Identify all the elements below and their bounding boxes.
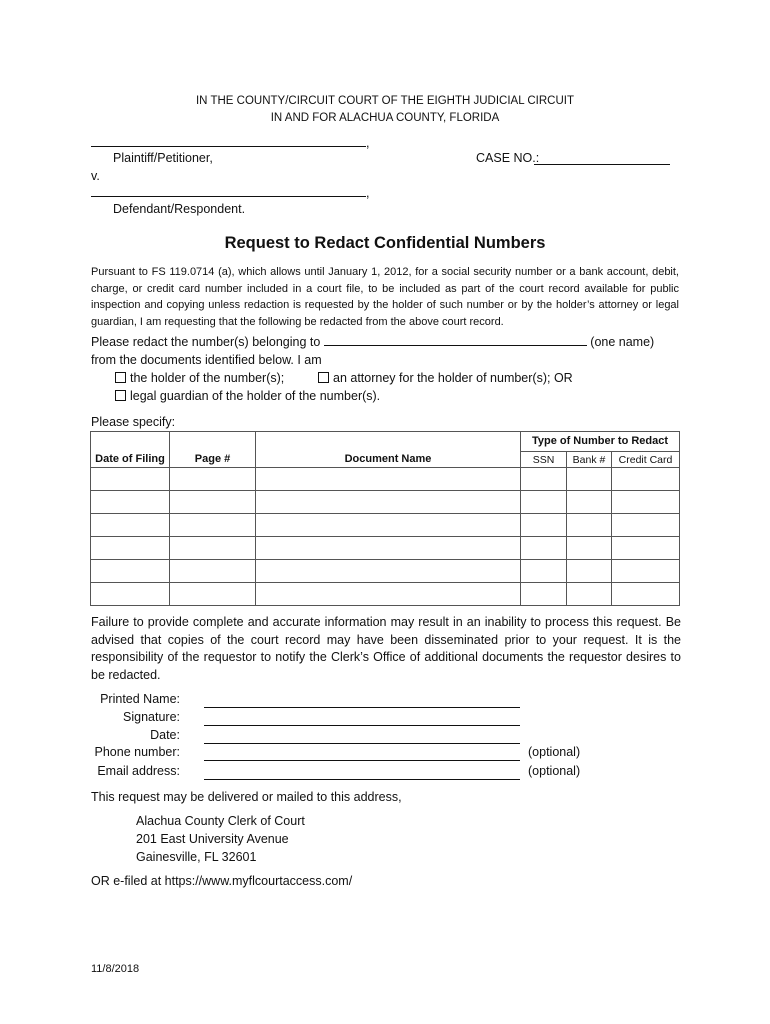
address-line3: Gainesville, FL 32601 [136,850,257,864]
option-holder-label: the holder of the number(s); [130,371,285,385]
table-row [91,468,680,491]
col-page: Page # [170,432,256,468]
col-date-of-filing: Date of Filing [91,432,170,468]
col-document-name: Document Name [256,432,521,468]
table-cell[interactable] [256,537,521,560]
table-cell[interactable] [256,491,521,514]
table-cell[interactable] [91,491,170,514]
table-row [91,514,680,537]
signature-field[interactable] [204,725,520,726]
table-cell[interactable] [170,468,256,491]
court-heading-line1: IN THE COUNTY/CIRCUIT COURT OF THE EIGHTH JUDICIAL CIRCUIT [195,95,575,107]
versus-label: v. [91,169,100,183]
redact-request-prefix: Please redact the number(s) belonging to [91,335,321,349]
checkbox-attorney[interactable] [318,372,329,383]
table-cell[interactable] [91,537,170,560]
date-field[interactable] [204,743,520,744]
option-attorney[interactable] [318,371,573,385]
table-cell[interactable] [567,537,612,560]
case-no-line[interactable] [534,164,670,165]
table-cell[interactable] [170,491,256,514]
court-heading-line2: IN AND FOR ALACHUA COUNTY, FLORIDA [270,112,500,124]
table-cell[interactable] [521,583,567,606]
table-cell[interactable] [91,583,170,606]
table-cell[interactable] [612,537,680,560]
table-cell[interactable] [91,514,170,537]
table-cell[interactable] [567,468,612,491]
redact-request-line2: from the documents identified below. I am [91,353,322,367]
redact-request-line [91,335,654,349]
email-optional-note: (optional) [528,764,581,778]
table-cell[interactable] [170,560,256,583]
redaction-table [90,431,680,606]
printed-name-field[interactable] [204,707,520,708]
table-cell[interactable] [170,537,256,560]
table-cell[interactable] [91,468,170,491]
checkbox-holder[interactable] [115,372,126,383]
option-guardian-label: legal guardian of the holder of the number(s). [130,389,381,403]
table-cell[interactable] [521,491,567,514]
table-cell[interactable] [256,468,521,491]
warning-paragraph: Failure to provide complete and accurate information may result in an inability to process this request. Be advised that copies of the court record may have been disseminated prior to your request. It is the responsibility of the requestor to notify the Clerk’s Office of additional documents the requestor desires to be redacted. [91,615,681,682]
table-cell[interactable] [521,537,567,560]
option-guardian[interactable] [115,389,380,403]
plaintiff-comma: , [366,136,370,150]
redact-request-suffix: (one name) [590,335,655,349]
col-credit-card: Credit Card [612,452,680,468]
table-cell[interactable] [612,583,680,606]
table-cell[interactable] [256,514,521,537]
signature-label: Signature: [123,710,180,724]
case-no-label: CASE NO.: [476,151,540,165]
table-cell[interactable] [91,560,170,583]
col-ssn: SSN [521,452,567,468]
table-cell[interactable] [567,514,612,537]
footer-date: 11/8/2018 [91,963,140,975]
email-field[interactable] [204,779,520,780]
table-row [91,560,680,583]
table-cell[interactable] [521,514,567,537]
table-cell[interactable] [612,560,680,583]
table-cell[interactable] [521,560,567,583]
printed-name-label: Printed Name: [100,692,180,706]
table-cell[interactable] [612,491,680,514]
checkbox-guardian[interactable] [115,390,126,401]
table-cell[interactable] [256,583,521,606]
plaintiff-name-line[interactable] [91,146,366,147]
phone-optional-note: (optional) [528,745,581,759]
phone-label: Phone number: [94,745,180,759]
intro-paragraph: Pursuant to FS 119.0714 (a), which allows until January 1, 2012, for a social security number or a bank account, debit, charge, or credit card number included in a court file, to be included as part of the court record available for public inspection and copying unless redaction is requested by the holder of such number or by the holder’s attorney or legal guardian, I am requesting that the following be redacted from the above court record. [91,266,679,328]
email-label: Email address: [97,764,180,778]
phone-field[interactable] [204,760,520,761]
col-bank: Bank # [567,452,612,468]
defendant-label: Defendant/Respondent. [113,202,246,216]
table-cell[interactable] [256,560,521,583]
delivery-intro: This request may be delivered or mailed to this address, [91,790,402,804]
table-row [91,491,680,514]
efile-link[interactable]: OR e-filed at https://www.myflcourtaccess.com/ [91,874,353,888]
table-cell[interactable] [612,514,680,537]
address-line1: Alachua County Clerk of Court [136,814,305,828]
option-holder[interactable] [115,371,284,385]
table-row [91,583,680,606]
table-row [91,537,680,560]
table-cell[interactable] [612,468,680,491]
table-cell[interactable] [521,468,567,491]
holder-name-line[interactable] [324,344,587,346]
table-cell[interactable] [567,583,612,606]
plaintiff-label: Plaintiff/Petitioner, [113,151,213,165]
table-cell[interactable] [170,514,256,537]
please-specify-label: Please specify: [91,415,176,429]
table-cell[interactable] [567,560,612,583]
defendant-name-line[interactable] [91,196,366,197]
page-title: Request to Redact Confidential Numbers [224,234,546,252]
table-cell[interactable] [170,583,256,606]
date-label: Date: [150,728,180,742]
table-cell[interactable] [567,491,612,514]
defendant-comma: , [366,186,370,200]
address-line2: 201 East University Avenue [136,832,289,846]
col-group-type-of-number: Type of Number to Redact [521,432,680,452]
option-attorney-label: an attorney for the holder of number(s); OR [333,371,573,385]
